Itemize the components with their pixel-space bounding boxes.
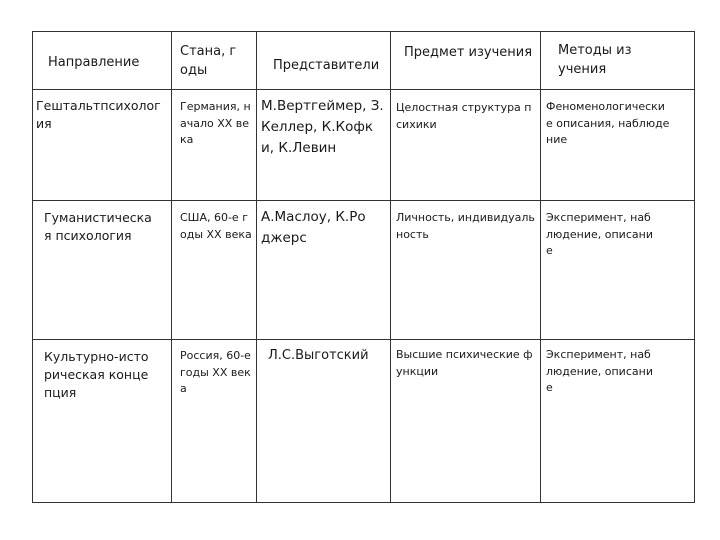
comparison-table-container [32, 31, 694, 502]
row3-country-cell [172, 340, 257, 503]
table-row [33, 201, 695, 340]
row3-representatives: Л.С.Выготский [268, 348, 369, 363]
row3-methods: Эксперимент, наблюдение, описание [546, 348, 653, 394]
row3-country: Россия, 60-е годы XX века [180, 349, 251, 395]
header-cell-methods [541, 32, 695, 90]
row1-methods-cell [541, 90, 695, 201]
row3-subject-cell [391, 340, 541, 503]
row2-subject: Личность, индивидуальность [396, 211, 535, 241]
row1-direction: Гештальтпсихология [36, 98, 161, 132]
row2-methods: Эксперимент, наблюдение, описание [546, 211, 653, 257]
header-subject-label: Предмет изучения [404, 45, 533, 60]
header-cell-country [172, 32, 257, 90]
header-representatives-label: Представители [273, 58, 380, 73]
row3-representatives-cell [257, 340, 391, 503]
row1-country: Германия, начало XX века [180, 100, 251, 146]
row1-subject-cell [391, 90, 541, 201]
table-row [33, 340, 695, 503]
psychology-directions-table [32, 31, 695, 503]
row2-representatives: А.Маслоу, К.Роджерс [261, 209, 366, 246]
row2-country: США, 60-е годы XX века [180, 211, 252, 241]
header-cell-representatives [257, 32, 391, 90]
row2-country-cell [172, 201, 257, 340]
row1-country-cell [172, 90, 257, 201]
row3-subject: Высшие психические функции [396, 348, 533, 378]
row3-direction: Культурно-историческая концепция [44, 349, 149, 401]
row3-methods-cell [541, 340, 695, 503]
row3-direction-cell [33, 340, 172, 503]
row2-direction: Гуманистическая психология [44, 210, 152, 244]
row2-methods-cell [541, 201, 695, 340]
header-country-label: Стана, годы [180, 44, 237, 78]
row1-subject: Целостная структура психики [396, 101, 532, 131]
header-cell-subject [391, 32, 541, 90]
row1-methods: Феноменологические описания, наблюдение [546, 100, 670, 146]
header-cell-direction [33, 32, 172, 90]
row2-direction-cell [33, 201, 172, 340]
row2-subject-cell [391, 201, 541, 340]
row2-representatives-cell [257, 201, 391, 340]
table-row [33, 90, 695, 201]
row1-representatives: М.Вертгеймер, З.Келлер, К.Кофки, К.Левин [261, 98, 384, 156]
row1-direction-cell [33, 90, 172, 201]
header-direction-label: Направление [48, 55, 140, 70]
header-methods-label: Методы изучения [558, 43, 632, 77]
row1-representatives-cell [257, 90, 391, 201]
header-row [33, 32, 695, 90]
